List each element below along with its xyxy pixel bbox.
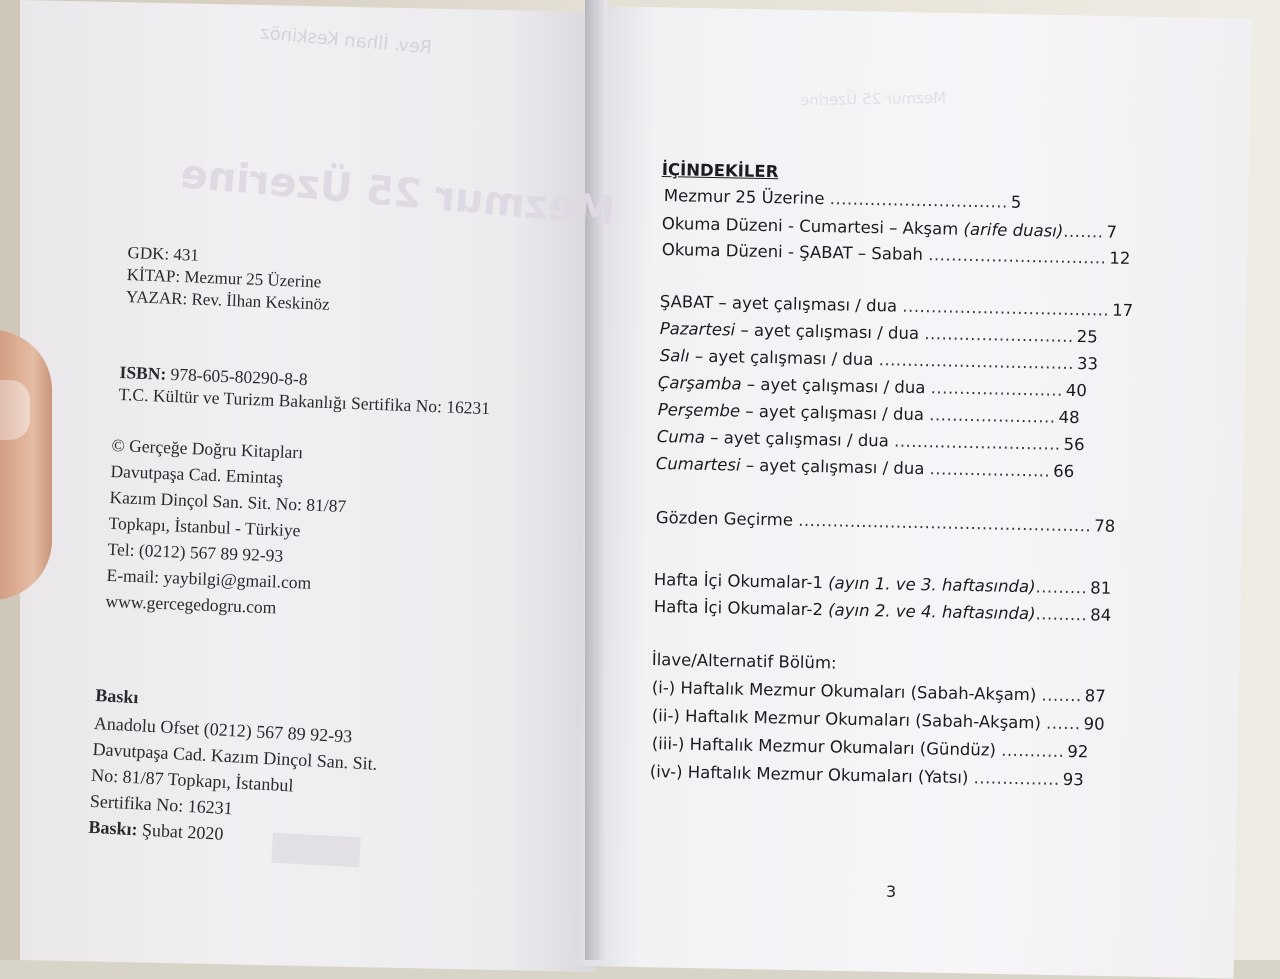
toc-entry-italic: Cuma — [657, 427, 706, 447]
toc-entry-page: 87 — [1085, 686, 1106, 705]
toc-entry-label: Hafta İçi Okumalar-1 — [654, 570, 829, 592]
print-block — [88, 685, 381, 858]
toc-entry-label-rest: – ayet çalışması / dua — [735, 320, 924, 343]
toc-entry-page: 78 — [1094, 516, 1115, 535]
toc-entry-leader: ............................... — [830, 189, 1008, 211]
printer-address-2: No: 81/87 Topkapı, İstanbul — [90, 765, 376, 806]
toc-entry-italic: Çarşamba — [658, 373, 742, 394]
toc-entry-italic: Cumartesi — [656, 454, 741, 475]
toc-entry-page: 7 — [1106, 223, 1117, 242]
toc-entry-page: 12 — [1109, 249, 1130, 268]
toc-entry-label: (iii-) Haftalık Mezmur Okumaları (Gündüz) — [652, 734, 1002, 760]
toc-entry-page: 66 — [1053, 462, 1074, 481]
toc-entry-leader: ................................................... — [798, 511, 1091, 536]
toc-entry-label: (iv-) Haftalık Mezmur Okumaları (Yatsı) — [650, 762, 974, 787]
toc-entry-label-rest: – ayet çalışması / dua — [689, 347, 878, 370]
publisher-address-1: Davutpaşa Cad. Emintaş — [110, 461, 348, 496]
print-heading: Baskı — [95, 685, 381, 728]
show-through-right-heading: Mezmur 25 Üzerine — [800, 89, 946, 110]
isbn-label: ISBN: — [119, 362, 166, 384]
toc-entry-leader: ...................... — [929, 405, 1056, 426]
toc-entry-label: Okuma Düzeni - Cumartesi – Akşam — [662, 214, 964, 239]
toc-entry-page: 84 — [1090, 605, 1111, 624]
right-page — [574, 6, 1252, 978]
toc-entry-leader: ....... — [1041, 685, 1082, 705]
toc-entry-label: Gözden Geçirme — [656, 508, 799, 530]
imprint-book: KİTAP: Mezmur 25 Üzerine — [126, 265, 331, 295]
toc-entry-label-rest: – ayet çalışması / dua — [740, 402, 929, 425]
toc-entry-label: Mezmur 25 Üzerine — [664, 186, 830, 208]
toc-entry-italic: (arife duası) — [963, 220, 1063, 241]
toc-entry-page: 56 — [1063, 435, 1084, 454]
publisher-logo — [271, 833, 360, 868]
toc-entry-italic: Pazartesi — [660, 319, 736, 339]
publisher-phone: Tel: (0212) 567 89 92-93 — [107, 539, 345, 574]
toc-entry-leader: .................................... — [902, 297, 1109, 320]
print-date-label: Baskı: — [88, 817, 138, 840]
toc-entry-leader: ........... — [1001, 741, 1065, 761]
toc-entry-italic: Salı — [660, 346, 690, 366]
toc-entry-italic: Perşembe — [658, 400, 741, 421]
imprint-gdk: GDK: 431 — [127, 243, 332, 273]
toc-entry-leader: ....... — [1063, 222, 1104, 242]
toc-entry-page: 5 — [1011, 193, 1022, 212]
isbn-value: 978-605-80290-8-8 — [170, 364, 308, 389]
toc-entry — [652, 650, 840, 673]
book-gutter — [585, 0, 607, 960]
toc-entry-page: 81 — [1090, 578, 1111, 597]
thumbnail-nail — [0, 380, 30, 440]
page-number: 3 — [886, 882, 896, 901]
imprint-block — [125, 243, 331, 317]
toc-entry-page: 40 — [1066, 381, 1087, 400]
toc-entry-label: ŞABAT – ayet çalışması / dua — [660, 292, 903, 316]
toc-entry-label: Okuma Düzeni - ŞABAT – Sabah — [662, 240, 929, 264]
imprint-author: YAZAR: Rev. İlhan Keskinöz — [125, 287, 330, 317]
toc-entry-page: 33 — [1077, 354, 1098, 373]
print-date: Şubat 2020 — [142, 820, 224, 844]
toc-entry-page: 90 — [1083, 714, 1104, 733]
toc-entry-label: (i-) Haftalık Mezmur Okumaları (Sabah-Akşam) — [652, 678, 1042, 704]
publisher-name: © Gerçeğe Doğru Kitapları — [111, 435, 349, 470]
publisher-block — [105, 435, 349, 626]
show-through-title: Mezmur 25 Üzerine — [179, 151, 617, 235]
publisher-website: www.gercegedogru.com — [105, 591, 343, 626]
toc-entry-label-rest: – ayet çalışması / dua — [740, 456, 929, 479]
toc-entry-italic: (ayın 1. ve 3. haftasında) — [828, 573, 1036, 596]
toc-entry-italic: (ayın 2. ve 4. haftasında) — [828, 600, 1036, 623]
printer-address-1: Davutpaşa Cad. Kazım Dinçol San. Sit. — [92, 739, 378, 780]
printer-name: Anadolu Ofset (0212) 567 89 92-93 — [93, 713, 379, 754]
toc-entry-page: 93 — [1063, 770, 1084, 789]
toc-entry-leader: ......... — [1035, 604, 1087, 624]
publisher-email: E-mail: yaybilgi@gmail.com — [106, 565, 344, 600]
printer-certificate: Sertifika No: 16231 — [89, 791, 375, 832]
toc-entry-page: 17 — [1112, 301, 1133, 320]
certificate-line: T.C. Kültür ve Turizm Bakanlığı Sertifika No: 16231 — [118, 384, 490, 420]
toc-entry-page: 48 — [1058, 408, 1079, 427]
toc-entry-label: Hafta İçi Okumalar-2 — [654, 597, 829, 619]
toc-entry-leader: ....................... — [931, 378, 1063, 400]
toc-title: İÇİNDEKİLER — [662, 160, 779, 181]
toc-entry-leader: ......... — [1035, 577, 1087, 597]
toc-entry-label: (ii-) Haftalık Mezmur Okumaları (Sabah-Akşam) — [652, 706, 1047, 733]
toc-entry-label-rest: – ayet çalışması / dua — [741, 375, 930, 398]
toc-entry-leader: .......................... — [924, 324, 1074, 346]
toc-entry-page: 92 — [1067, 742, 1088, 761]
toc-entry-leader: ............................. — [894, 432, 1061, 454]
publisher-address-2: Kazım Dinçol San. Sit. No: 81/87 — [109, 487, 347, 522]
show-through-header: Rev. İlhan Keskinöz — [259, 23, 432, 59]
toc-entry-page: 25 — [1076, 327, 1097, 346]
toc-entry-leader: ............... — [973, 768, 1060, 789]
publisher-city: Topkapı, İstanbul - Türkiye — [108, 513, 346, 548]
toc-entry-label: İlave/Alternatif Bölüm: — [652, 650, 837, 673]
toc-entry-leader: ............................... — [928, 245, 1106, 267]
toc-entry-leader: .................................. — [879, 350, 1075, 373]
toc-entry-leader: ..................... — [929, 459, 1050, 480]
thumb — [0, 330, 52, 600]
toc-entry-leader: ...... — [1046, 714, 1081, 734]
toc-entry-label-rest: – ayet çalışması / dua — [705, 428, 894, 451]
